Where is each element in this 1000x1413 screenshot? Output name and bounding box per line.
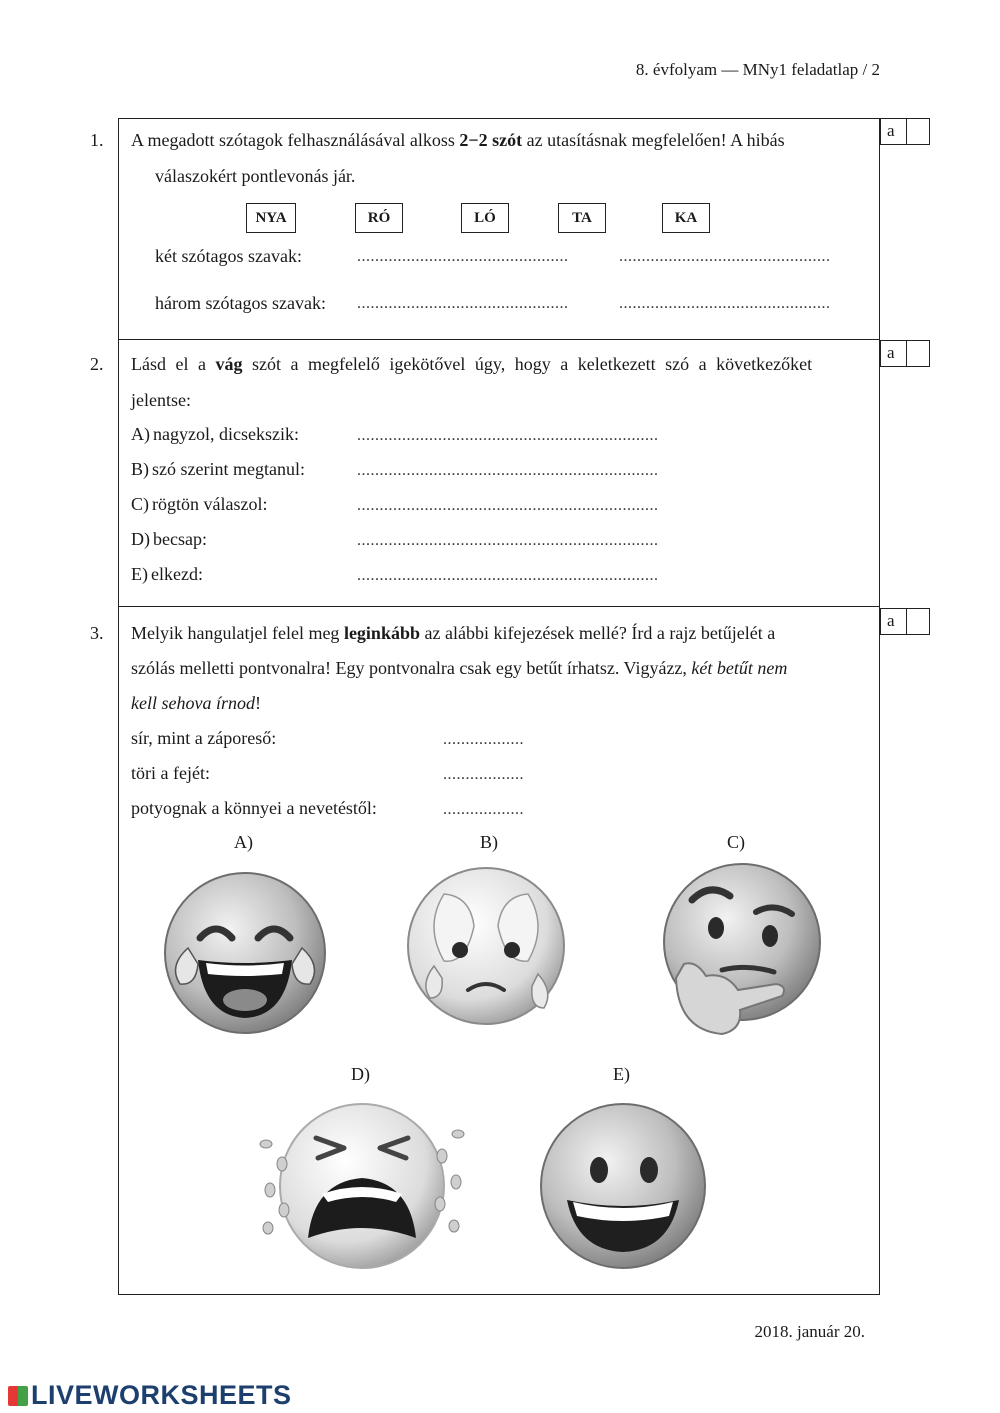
task-1-instruction-line2: válaszokért pontlevonás jár. bbox=[155, 166, 356, 186]
phrase: potyognak a könnyei a nevetéstől: bbox=[131, 798, 377, 818]
syllable-box: NYA bbox=[246, 203, 296, 233]
answer-line[interactable]: ............................................... bbox=[357, 295, 569, 312]
emoji-label-d: D) bbox=[351, 1064, 370, 1084]
thinking-icon bbox=[656, 860, 824, 1040]
answer-line[interactable]: .................. bbox=[443, 766, 524, 783]
score-label: a bbox=[887, 121, 895, 140]
syllable-box: KA bbox=[662, 203, 710, 233]
answer-line[interactable]: ............................................... bbox=[619, 295, 831, 312]
answer-line[interactable]: ................................................................... bbox=[357, 497, 659, 514]
answer-line[interactable]: ................................................................... bbox=[357, 462, 659, 479]
task-2-item: C) rögtön válaszol: bbox=[131, 494, 268, 514]
answer-line[interactable]: ............................................... bbox=[357, 248, 569, 265]
sad-tear-icon bbox=[404, 866, 568, 1026]
emoji-label-b: B) bbox=[480, 832, 498, 852]
crying-icon bbox=[256, 1098, 468, 1274]
task-3-number: 3. bbox=[90, 623, 104, 643]
task-2-item: B) szó szerint megtanul: bbox=[131, 459, 305, 479]
two-syllable-label: két szótagos szavak: bbox=[155, 246, 302, 266]
laughing-tears-icon bbox=[158, 868, 332, 1038]
grinning-icon bbox=[537, 1100, 709, 1272]
three-syllable-label: három szótagos szavak: bbox=[155, 293, 326, 313]
answer-line[interactable]: ................................................................... bbox=[357, 532, 659, 549]
task-1-instruction: A megadott szótagok felhasználásával alkoss 2−2 szót az utasításnak megfelelően! A hibás bbox=[131, 130, 785, 150]
score-label: a bbox=[887, 611, 895, 630]
emoji-label-e: E) bbox=[613, 1064, 630, 1084]
syllable-box: RÓ bbox=[355, 203, 403, 233]
task-3-instruction-line3: kell sehova írnod! bbox=[131, 693, 261, 713]
footer-date: 2018. január 20. bbox=[754, 1322, 865, 1341]
liveworksheets-logo[interactable]: LIVEWORKSHEETS bbox=[8, 1380, 292, 1411]
page-header: 8. évfolyam — MNy1 feladatlap / 2 bbox=[635, 60, 880, 79]
task-3-instruction: Melyik hangulatjel felel meg leginkább az alábbi kifejezések mellé? Írd a rajz betűjelét a bbox=[131, 623, 776, 643]
syllable-box: LÓ bbox=[461, 203, 509, 233]
task-3-score-box[interactable] bbox=[880, 608, 930, 635]
logo-mark-icon bbox=[8, 1386, 28, 1406]
task-1-number: 1. bbox=[90, 130, 104, 150]
score-label: a bbox=[887, 343, 895, 362]
task-2-instruction: Lásd el a vág szót a megfelelő igekötővel úgy, hogy a keletkezett szó a következőket bbox=[131, 354, 813, 374]
answer-line[interactable]: .................. bbox=[443, 801, 524, 818]
task-1-score-box[interactable] bbox=[880, 118, 930, 145]
answer-line[interactable]: .................. bbox=[443, 731, 524, 748]
answer-line[interactable]: ............................................... bbox=[619, 248, 831, 265]
task-2-item: E) elkezd: bbox=[131, 564, 203, 584]
syllable-box: TA bbox=[558, 203, 606, 233]
task-2-instruction-line2: jelentse: bbox=[131, 390, 191, 410]
phrase: töri a fejét: bbox=[131, 763, 210, 783]
phrase: sír, mint a záporeső: bbox=[131, 728, 277, 748]
task-2-number: 2. bbox=[90, 354, 104, 374]
task-2-item: D) becsap: bbox=[131, 529, 207, 549]
answer-line[interactable]: ................................................................... bbox=[357, 567, 659, 584]
task-3-instruction-line2: szólás melletti pontvonalra! Egy pontvonalra csak egy betűt írhatsz. Vigyázz, két betűt nem bbox=[131, 658, 788, 678]
answer-line[interactable]: ................................................................... bbox=[357, 427, 659, 444]
task-2-item: A) nagyzol, dicsekszik: bbox=[131, 424, 299, 444]
emoji-label-a: A) bbox=[234, 832, 253, 852]
emoji-label-c: C) bbox=[727, 832, 745, 852]
task-2-score-box[interactable] bbox=[880, 340, 930, 367]
